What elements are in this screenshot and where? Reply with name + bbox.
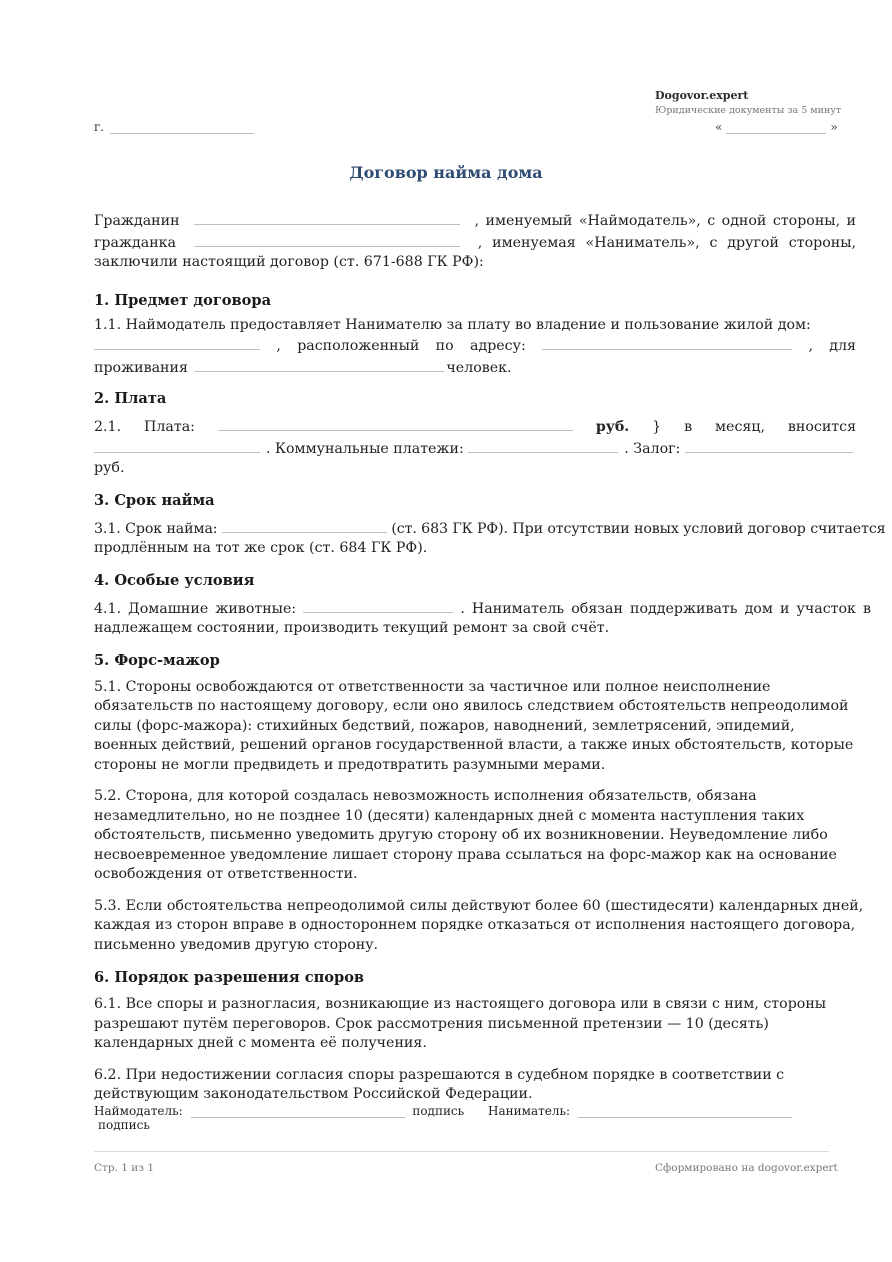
clause-5-3: 5.3. Если обстоятельства непреодолимой силы действуют более 60 (шестидесяти) календарных дней, каждая из сторон вправе в одностороннем порядке отказаться от исполнения настоящего договора, письменно уведомив другую сторону. — [94, 897, 864, 953]
clause-1-1-line-1: 1.1. Наймодатель предоставляет Нанимателю за плату во владение и пользование жилой дом: — [94, 316, 811, 333]
clause-5-2: 5.2. Сторона, для которой создалась невозможность исполнения обязательств, обязана незамедлительно, но не позднее 10 (десяти) календарных дней с момента наступления таких обстоятельств, письменно уведомить другую сторону об их возникновении. Неуведомление либо несвоевременное уведомление лишает сторону права ссылаться на форс-мажор как на основание освобождения от ответственности. — [94, 788, 837, 882]
document-title: Договор найма дома — [349, 163, 543, 182]
intro-block — [94, 210, 856, 273]
intro-citizen-label: Гражданин — [94, 213, 180, 229]
utilities-blank[interactable] — [468, 438, 618, 453]
clause-6-1: 6.1. Все споры и разногласия, возникающие из настоящего договора или в связи с ним, стороны разрешают путём переговоров. Срок рассмотрения письменной претензии — 10 (десять) календарных дней с момента её получения. — [94, 996, 827, 1051]
brand-name: Dogovor.expert — [655, 89, 749, 102]
clause-1-1-for: , для — [808, 338, 856, 354]
intro-line-1 — [94, 210, 856, 232]
clause-4-1-pets-label: 4.1. Домашние животные: — [94, 600, 297, 617]
signature-row — [94, 1103, 839, 1132]
section-2-heading: 2. Плата — [94, 390, 167, 407]
landlord-signature-blank[interactable] — [191, 1103, 405, 1118]
date-field — [715, 120, 838, 134]
house-description-blank[interactable] — [94, 335, 260, 350]
clause-2-1-utilities-label: . Коммунальные платежи: — [266, 440, 464, 457]
address-blank[interactable] — [542, 335, 792, 350]
landlord-signature-caption: подпись — [412, 1104, 465, 1118]
clause-3-1-term-label: 3.1. Срок найма: — [94, 520, 218, 537]
section-5-heading: 5. Форс-мажор — [94, 651, 220, 669]
clause-4-1-line-1 — [94, 598, 871, 620]
clause-4-1-line-2: надлежащем состоянии, производить текущий ремонт за свой счёт. — [94, 620, 610, 636]
intro-tenant-role: , именуемая «Наниматель», с другой стороны, — [477, 234, 856, 251]
clause-5-1: 5.1. Стороны освобождаются от ответственности за частичное или полное неисполнение обязательств по настоящему договору, если оно явилось следствием обстоятельств непреодолимой силы (форс-мажора): стихийных бедствий, пожаров, наводнений, землетрясений, эпидемий, военных действий, решений органов государственной власти, а также иных обстоятельств, которые стороны не могли предвидеть и предотвратить разумными мерами. — [94, 678, 854, 773]
clause-3-1-line-2: продлённым на тот же срок (ст. 684 ГК РФ). — [94, 540, 428, 556]
landlord-signature-label: Наймодатель: — [94, 1104, 183, 1118]
clause-4-1-obligation: . Наниматель обязан поддерживать дом и участок в — [460, 600, 871, 617]
payment-term-blank[interactable] — [94, 438, 260, 453]
deposit-blank[interactable] — [685, 438, 853, 453]
footer-generated: Сформировано на dogovor.expert — [655, 1162, 838, 1174]
section-1-heading: 1. Предмет договора — [94, 291, 272, 309]
section-4-body — [94, 598, 871, 639]
section-2-body — [94, 416, 856, 479]
section-4-heading: 4. Особые условия — [94, 571, 255, 589]
footer-divider — [94, 1151, 829, 1152]
rent-amount-blank[interactable] — [218, 416, 573, 431]
city-field — [94, 120, 254, 134]
clause-3-1-article: (ст. 683 ГК РФ). При отсутствии новых условий договор считается — [391, 520, 886, 537]
brand-block — [655, 89, 885, 118]
clause-1-1-address-label: , расположенный по адресу: — [276, 338, 526, 354]
clause-2-1-monthly: } в месяц, вносится — [652, 419, 857, 435]
document-body — [94, 210, 886, 1105]
city-prefix: г. — [94, 120, 105, 134]
tenant-signature-blank[interactable] — [578, 1103, 792, 1118]
date-close-quote: » — [830, 120, 838, 134]
clause-1-1-living: проживания — [94, 359, 188, 376]
clause-2-1-line-3: руб. — [94, 460, 125, 476]
landlord-name-blank[interactable] — [194, 210, 460, 225]
clause-2-1-line-1 — [94, 416, 856, 438]
clause-2-1-deposit-label: . Залог: — [624, 440, 681, 457]
clause-6-2: 6.2. При недостижении согласия споры разрешаются в судебном порядке в соответствии с действующим законодательством Российской Федерации. — [94, 1066, 785, 1102]
persons-count-blank[interactable] — [194, 357, 444, 372]
intro-line-3: заключили настоящий договор (ст. 671-688 ГК РФ): — [94, 254, 484, 270]
intro-landlord-role: , именуемый «Наймодатель», с одной стороны, и — [474, 213, 857, 229]
footer-page-number: Стр. 1 из 1 — [94, 1162, 155, 1174]
clause-2-1-line-2 — [94, 438, 856, 460]
clause-1-1-line-2 — [94, 335, 856, 357]
clause-3-1-line-1 — [94, 518, 886, 540]
date-open-quote: « — [715, 120, 723, 134]
section-1-body — [94, 316, 856, 379]
section-6-heading: 6. Порядок разрешения споров — [94, 969, 365, 986]
pets-blank[interactable] — [303, 598, 453, 613]
intro-citizen2-label: гражданка — [94, 234, 177, 251]
tenant-name-blank[interactable] — [194, 232, 460, 247]
clause-1-1-line-3 — [94, 357, 856, 379]
section-3-heading: 3. Срок найма — [94, 491, 215, 509]
tenant-signature-label: Наниматель: — [488, 1104, 571, 1118]
clause-1-1-persons: человек. — [446, 359, 512, 376]
intro-line-2 — [94, 232, 856, 254]
section-3-body — [94, 518, 886, 559]
date-blank[interactable] — [726, 120, 826, 134]
tenant-signature-caption: подпись — [98, 1118, 150, 1132]
city-blank[interactable] — [110, 120, 254, 134]
clause-2-1-fee-label: 2.1. Плата: — [94, 419, 195, 435]
brand-tagline: Юридические документы за 5 минут — [655, 105, 842, 116]
term-blank[interactable] — [222, 518, 387, 533]
rent-currency: руб. — [595, 419, 630, 435]
